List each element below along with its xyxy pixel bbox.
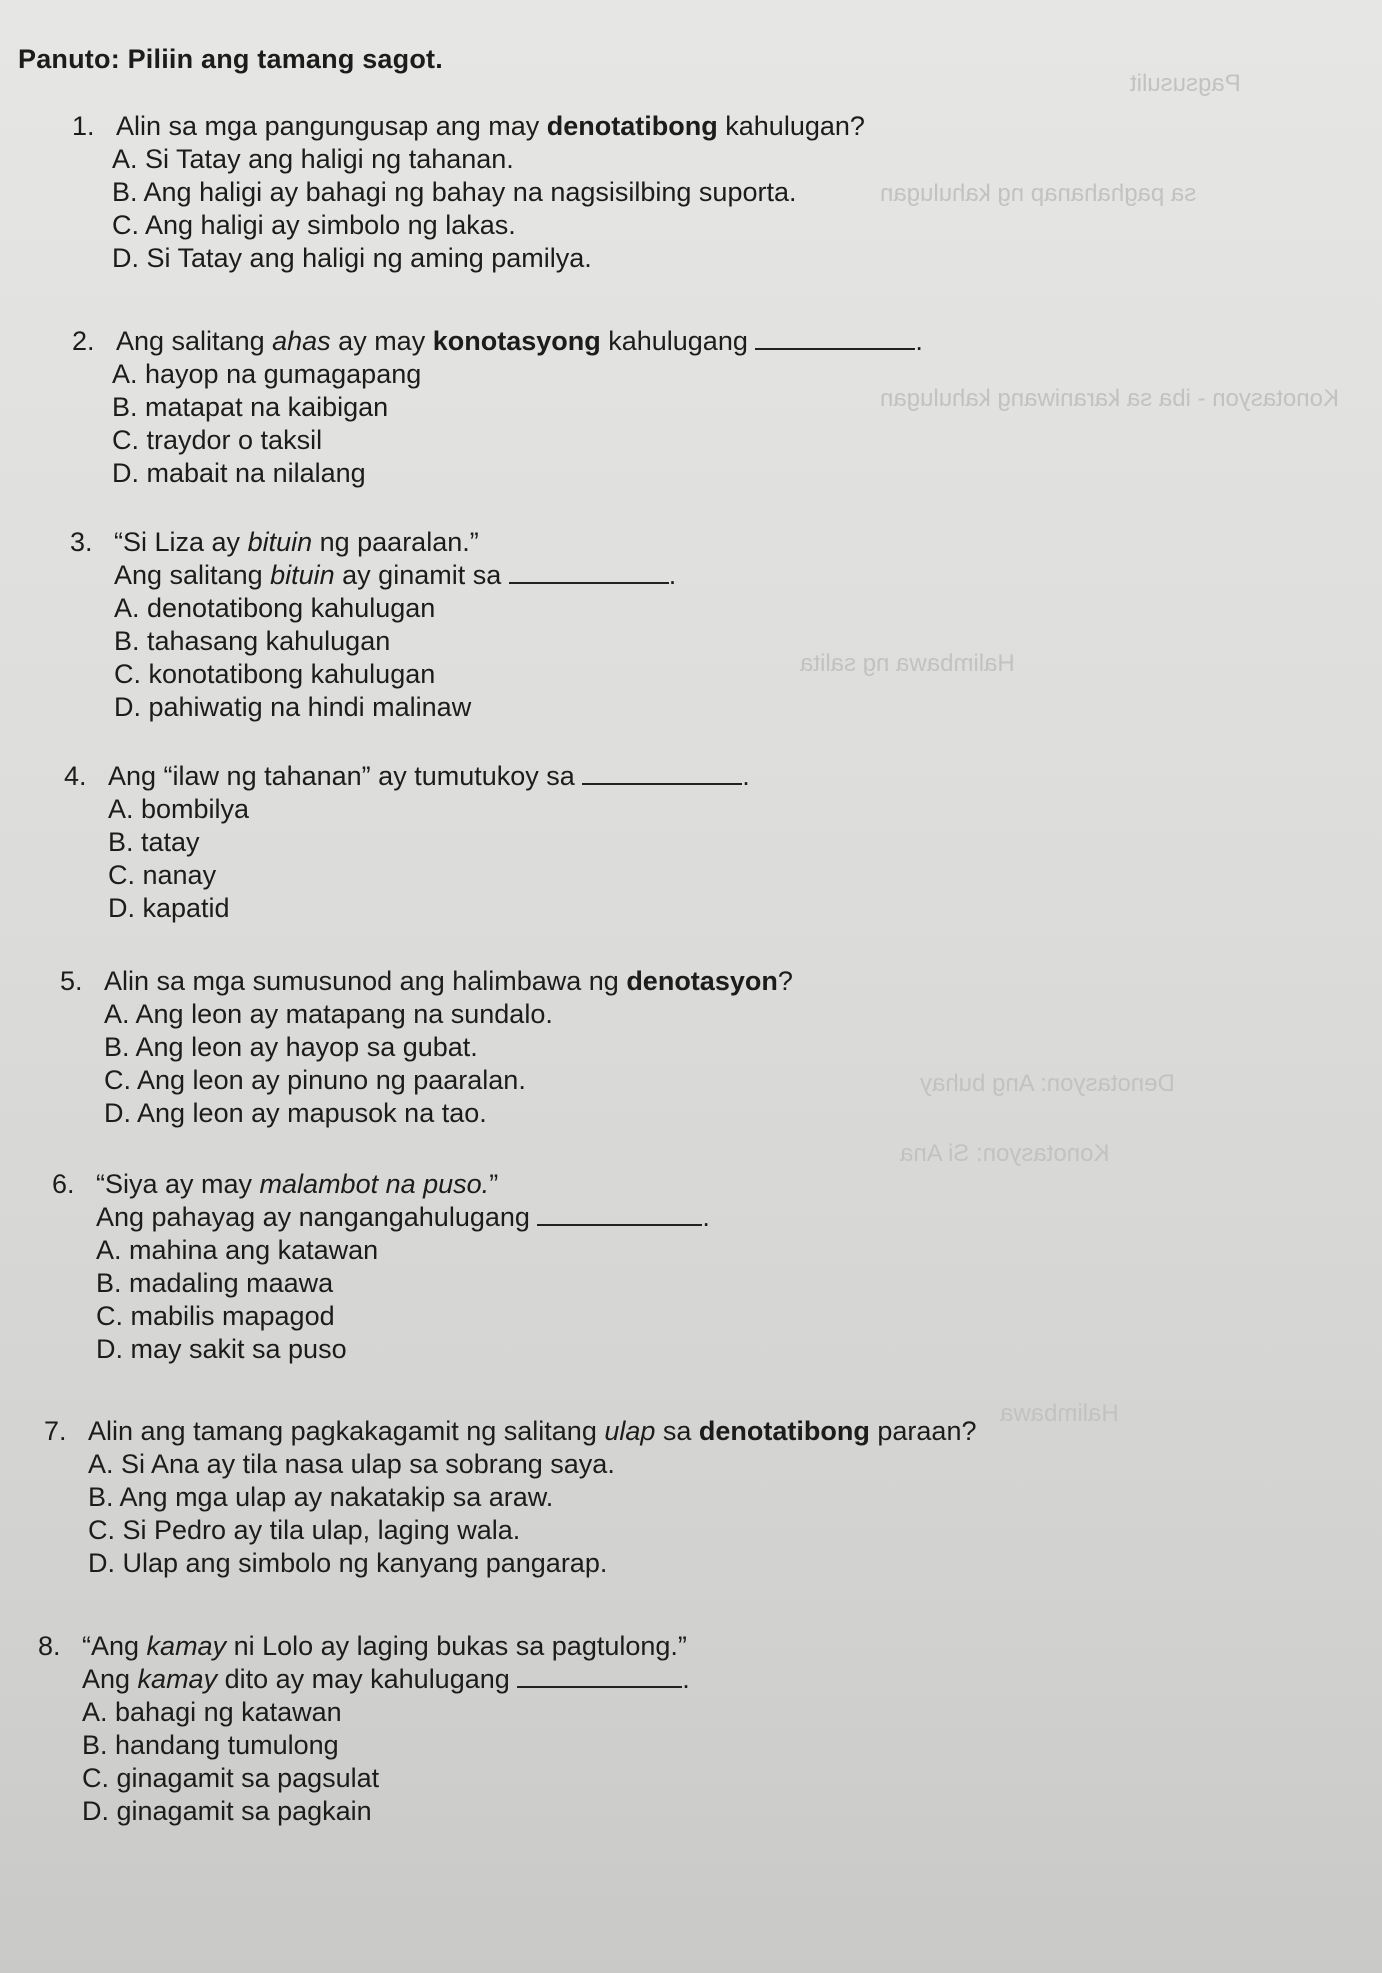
question-1 <box>72 110 865 275</box>
keyword: denotasyon <box>626 966 778 996</box>
question-5 <box>60 965 793 1130</box>
italic-phrase: malambot na puso. <box>259 1169 490 1199</box>
question-stem-end: . <box>915 326 923 356</box>
choice-d[interactable]: D. Ulap ang simbolo ng kanyang pangarap. <box>88 1548 608 1578</box>
choice-c[interactable]: C. konotatibong kahulugan <box>114 659 436 689</box>
choice-c[interactable]: C. Si Pedro ay tila ulap, laging wala. <box>88 1515 521 1545</box>
question-prompt <box>38 1663 690 1696</box>
choice-d[interactable]: D. kapatid <box>108 893 230 923</box>
italic-word: bituin <box>247 527 313 557</box>
question-number: 1. <box>72 111 95 141</box>
prompt-end: . <box>668 560 677 590</box>
choice-a[interactable]: A. bahagi ng katawan <box>82 1697 342 1727</box>
question-stem: kahulugang <box>600 326 756 356</box>
choice-b[interactable]: B. handang tumulong <box>82 1730 339 1760</box>
bleed-through-text: sa paghahanap ng kahulugan <box>880 180 1197 207</box>
question-3 <box>70 526 676 724</box>
quoted-sentence: ng paaralan.” <box>312 527 479 557</box>
question-7 <box>44 1415 976 1580</box>
italic-word: bituin <box>270 560 335 590</box>
instructions-heading: Panuto: Piliin ang tamang sagot. <box>18 44 443 74</box>
choice-d[interactable]: D. mabait na nilalang <box>112 458 366 488</box>
question-8 <box>38 1630 690 1828</box>
question-number: 2. <box>72 326 95 356</box>
choice-a[interactable]: A. Si Tatay ang haligi ng tahanan. <box>112 144 514 174</box>
bleed-through-text: Denotasyon: Ang buhay <box>920 1070 1175 1097</box>
italic-word: ahas <box>272 326 331 356</box>
question-stem-end: ? <box>777 966 793 996</box>
choice-d[interactable]: D. pahiwatig na hindi malinaw <box>114 692 472 722</box>
choice-b[interactable]: B. tahasang kahulugan <box>114 626 391 656</box>
italic-word: ulap <box>604 1416 656 1446</box>
question-stem: Alin sa mga pangungusap ang may <box>116 111 547 141</box>
quoted-sentence: “Si Liza ay <box>114 527 248 557</box>
prompt-text: Ang pahayag ay nangangahulugang <box>96 1202 538 1232</box>
prompt-text: Ang <box>82 1664 138 1694</box>
choice-d[interactable]: D. Ang leon ay mapusok na tao. <box>104 1098 487 1128</box>
question-6 <box>52 1168 710 1366</box>
question-stem: ay may <box>330 326 433 356</box>
question-4 <box>64 760 750 925</box>
quoted-sentence: ” <box>489 1169 499 1199</box>
answer-blank[interactable] <box>582 761 742 785</box>
answer-blank[interactable] <box>517 1664 682 1688</box>
question-number: 3. <box>70 527 93 557</box>
bleed-through-text: Pagsusulit <box>1130 70 1241 97</box>
choice-b[interactable]: B. Ang haligi ay bahagi ng bahay na nagsisilbing suporta. <box>112 177 797 207</box>
choice-d[interactable]: D. Si Tatay ang haligi ng aming pamilya. <box>112 243 592 273</box>
question-stem-end: . <box>742 761 750 791</box>
choice-b[interactable]: B. matapat na kaibigan <box>112 392 389 422</box>
prompt-text: dito ay may kahulugang <box>217 1664 518 1694</box>
question-stem: sa <box>655 1416 699 1446</box>
italic-word: kamay <box>137 1664 218 1694</box>
choice-a[interactable]: A. hayop na gumagapang <box>112 359 422 389</box>
quoted-sentence: “Siya ay may <box>96 1169 260 1199</box>
question-number: 6. <box>52 1169 75 1199</box>
italic-word: kamay <box>146 1631 227 1661</box>
question-stem-end: paraan? <box>869 1416 977 1446</box>
choice-a[interactable]: A. Ang leon ay matapang na sundalo. <box>104 999 553 1029</box>
choice-c[interactable]: C. ginagamit sa pagsulat <box>82 1763 380 1793</box>
question-number: 8. <box>38 1631 61 1661</box>
question-prompt <box>52 1201 710 1234</box>
choice-c[interactable]: C. nanay <box>108 860 217 890</box>
keyword: denotatibong <box>698 1416 870 1446</box>
choice-a[interactable]: A. mahina ang katawan <box>96 1235 379 1265</box>
quoted-sentence: “Ang <box>82 1631 147 1661</box>
question-stem: Alin sa mga sumusunod ang halimbawa ng <box>104 966 627 996</box>
question-stem: Alin ang tamang pagkakagamit ng salitang <box>88 1416 605 1446</box>
prompt-end: . <box>702 1202 710 1232</box>
question-number: 5. <box>60 966 83 996</box>
bleed-through-text: Konotasyon - iba sa karaniwang kahulugan <box>880 385 1339 412</box>
prompt-end: . <box>682 1664 690 1694</box>
prompt-text: Ang salitang <box>114 560 271 590</box>
question-stem: Ang salitang <box>116 326 273 356</box>
choice-b[interactable]: B. Ang leon ay hayop sa gubat. <box>104 1032 478 1062</box>
bleed-through-text: Konotasyon: Si Ana <box>900 1140 1110 1167</box>
choice-c[interactable]: C. mabilis mapagod <box>96 1301 335 1331</box>
choice-b[interactable]: B. tatay <box>108 827 200 857</box>
bleed-through-text: Halimbawa <box>1000 1400 1119 1427</box>
choice-d[interactable]: D. ginagamit sa pagkain <box>82 1796 372 1826</box>
prompt-text: ay ginamit sa <box>334 560 509 590</box>
choice-b[interactable]: B. madaling maawa <box>96 1268 334 1298</box>
bleed-through-text: Halimbawa ng salita <box>800 650 1015 677</box>
choice-b[interactable]: B. Ang mga ulap ay nakatakip sa araw. <box>88 1482 554 1512</box>
keyword: konotasyong <box>432 326 601 356</box>
question-number: 4. <box>64 761 87 791</box>
choice-a[interactable]: A. bombilya <box>108 794 250 824</box>
choice-c[interactable]: C. traydor o taksil <box>112 425 323 455</box>
choice-a[interactable]: A. Si Ana ay tila nasa ulap sa sobrang saya. <box>88 1449 615 1479</box>
choice-d[interactable]: D. may sakit sa puso <box>96 1334 347 1364</box>
choice-c[interactable]: C. Ang haligi ay simbolo ng lakas. <box>112 210 516 240</box>
question-prompt <box>70 559 676 592</box>
question-2 <box>72 325 923 490</box>
choice-a[interactable]: A. denotatibong kahulugan <box>114 593 436 623</box>
answer-blank[interactable] <box>509 560 669 584</box>
quoted-sentence: ni Lolo ay laging bukas sa pagtulong.” <box>226 1631 687 1661</box>
answer-blank[interactable] <box>755 326 915 350</box>
answer-blank[interactable] <box>537 1202 702 1226</box>
choice-c[interactable]: C. Ang leon ay pinuno ng paaralan. <box>104 1065 526 1095</box>
question-stem: Ang “ilaw ng tahanan” ay tumutukoy sa <box>108 761 583 791</box>
question-number: 7. <box>44 1416 67 1446</box>
keyword: denotatibong <box>546 111 718 141</box>
question-stem-end: kahulugan? <box>717 111 865 141</box>
